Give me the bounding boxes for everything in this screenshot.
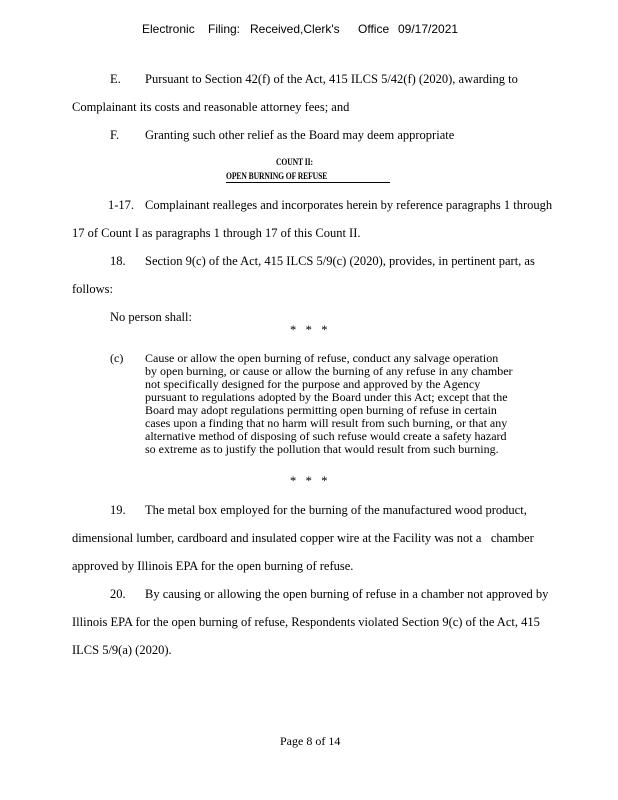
para-20-line2: Illinois EPA for the open burning of refuse, Respondents violated Section 9(c) of the Act, 415: [72, 615, 540, 629]
relief-e-line2: Complainant its costs and reasonable attorney fees; and: [72, 100, 350, 114]
ellipsis-stars-bottom: * * *: [290, 474, 328, 488]
count-subtitle: OPEN BURNING OF REFUSE: [226, 172, 328, 182]
para-20-number: 20.: [110, 587, 126, 601]
relief-f-line1: Granting such other relief as the Board may deem appropriate: [145, 128, 455, 142]
relief-f-marker: F.: [110, 128, 120, 142]
header-received: Received,Clerk's: [250, 22, 340, 36]
ellipsis-stars-top: * * *: [290, 323, 328, 337]
para-18-line2: follows:: [72, 282, 113, 296]
relief-e-marker: E.: [110, 72, 121, 86]
relief-e-line1: Pursuant to Section 42(f) of the Act, 415 ILCS 5/42(f) (2020), awarding to: [145, 72, 518, 86]
header-electronic: Electronic: [142, 22, 195, 36]
para-19-line2: dimensional lumber, cardboard and insulated copper wire at the Facility was not a chamber: [72, 531, 534, 545]
para-19-line3: approved by Illinois EPA for the open burning of refuse.: [72, 559, 354, 573]
no-person-shall: No person shall:: [110, 310, 192, 324]
quote-line: alternative method of disposing of such refuse would create a safety hazard: [145, 429, 507, 443]
para-18-line1: Section 9(c) of the Act, 415 ILCS 5/9(c) (2020), provides, in pertinent part, as: [145, 254, 535, 268]
header-filing: Filing:: [208, 22, 241, 36]
para-1-17-line2: 17 of Count I as paragraphs 1 through 17 of this Count II.: [72, 226, 361, 240]
para-20-line3: ILCS 5/9(a) (2020).: [72, 643, 172, 657]
quote-line: cases upon a finding that no harm will result from such burning, or that any: [145, 416, 508, 430]
header-office: Office: [358, 22, 390, 36]
count-underline: [226, 182, 390, 183]
header-date: 09/17/2021: [398, 22, 459, 36]
quote-line: Board may adopt regulations permitting open burning of refuse in certain: [145, 403, 497, 417]
para-19-number: 19.: [110, 503, 126, 517]
quote-line: by open burning, or cause or allow the burning of any refuse in any chamber: [145, 364, 513, 378]
para-1-17-number: 1-17.: [108, 198, 135, 212]
count-title: COUNT II:: [276, 158, 313, 168]
quote-line: so extreme as to justify the pollution that would result from such burning.: [145, 442, 499, 456]
para-20-line1: By causing or allowing the open burning of refuse in a chamber not approved by: [145, 587, 549, 601]
para-18-number: 18.: [110, 254, 126, 268]
quote-line: Cause or allow the open burning of refuse, conduct any salvage operation: [145, 351, 499, 365]
page-number: Page 8 of 14: [280, 734, 341, 748]
para-1-17-line1: Complainant realleges and incorporates herein by reference paragraphs 1 through: [145, 198, 553, 212]
quote-marker: (c): [110, 351, 124, 365]
para-19-line1: The metal box employed for the burning of the manufactured wood product,: [145, 503, 527, 517]
quote-line: pursuant to regulations adopted by the Board under this Act; except that the: [145, 390, 508, 404]
quote-line: not specifically designed for the purpose and approved by the Agency: [145, 377, 481, 391]
